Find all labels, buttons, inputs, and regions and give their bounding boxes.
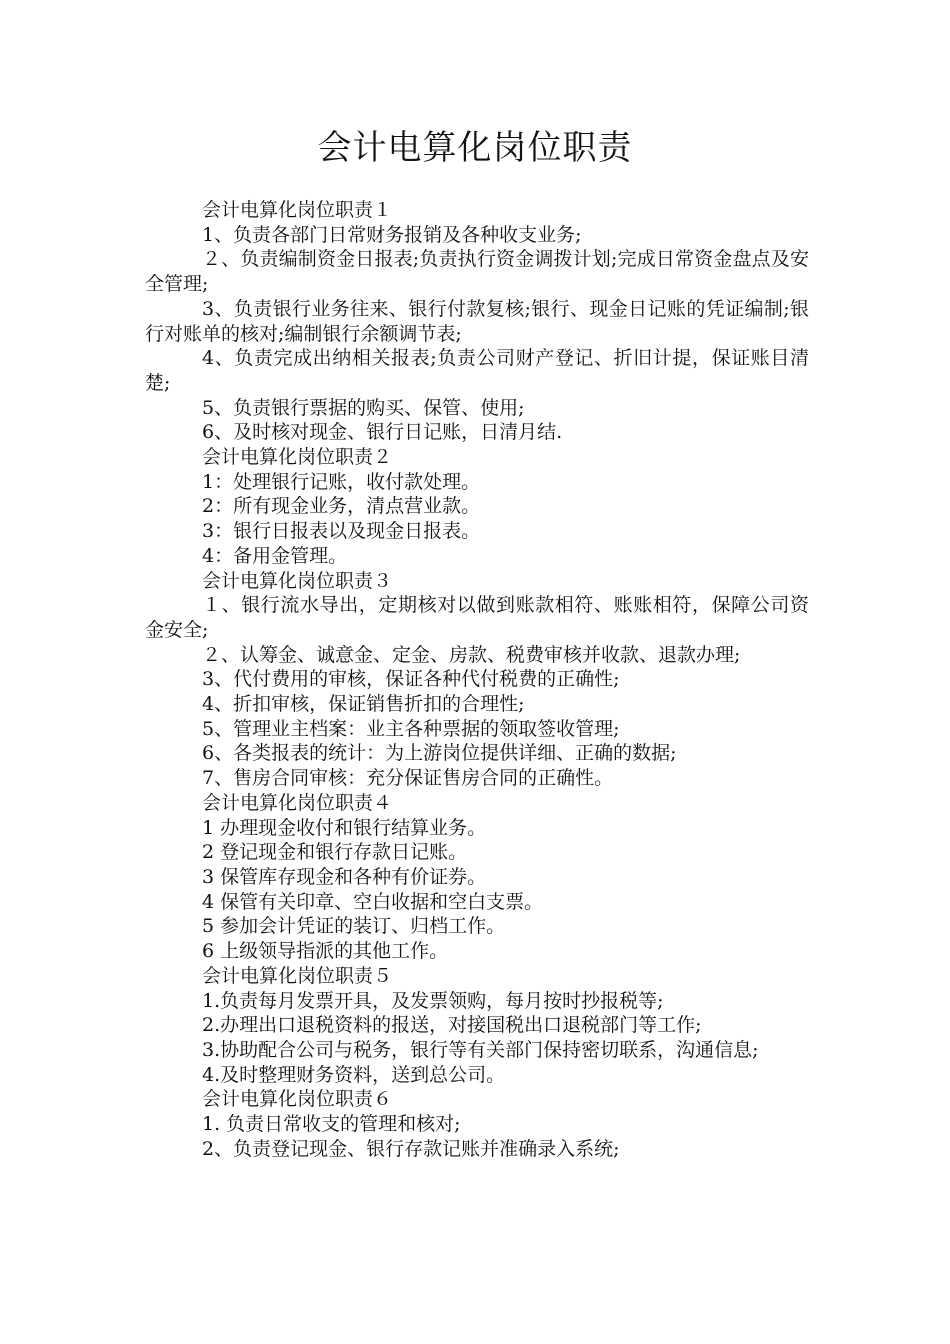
section-heading-3: 会计电算化岗位职责３ <box>202 569 393 592</box>
paragraph: 4：备用金管理。 <box>202 544 348 567</box>
paragraph: 3：银行日报表以及现金日报表。 <box>202 520 481 543</box>
paragraph: 1. 负责日常收支的管理和核对; <box>202 1113 461 1136</box>
paragraph: 1.负责每月发票开具，及发票领购，每月按时抄报税等; <box>202 989 664 1012</box>
paragraph: 3、负责银行业务往来、银行付款复核;银行、现金日记账的凭证编制;银行对账单的核对;编制银行余额调节表; <box>145 297 809 345</box>
section-heading-4: 会计电算化岗位职责４ <box>202 791 393 814</box>
paragraph: １、银行流水导出，定期核对以做到账款相符、账账相符，保障公司资金安全; <box>145 594 809 641</box>
paragraph: 1 办理现金收付和银行结算业务。 <box>202 816 487 839</box>
paragraph: 4 保管有关印章、空白收据和空白支票。 <box>202 890 544 913</box>
section-heading-5: 会计电算化岗位职责５ <box>202 964 393 987</box>
page-title: 会计电算化岗位职责 <box>317 128 633 168</box>
paragraph: 2：所有现金业务，清点营业款。 <box>202 495 481 518</box>
paragraph: 5、负责银行票据的购买、保管、使用; <box>202 396 525 419</box>
paragraph: 5、管理业主档案：业主各种票据的领取签收管理; <box>202 717 620 740</box>
document-body <box>145 198 809 1161</box>
paragraph: 3、代付费用的审核，保证各种代付税费的正确性; <box>202 668 620 691</box>
paragraph: 2、负责登记现金、银行存款记账并准确录入系统; <box>202 1137 620 1160</box>
paragraph: ２、负责编制资金日报表;负责执行资金调拨计划;完成日常资金盘点及安全管理; <box>145 248 809 296</box>
section-heading-1: 会计电算化岗位职责１ <box>202 199 393 221</box>
paragraph: 3 保管库存现金和各种有价证券。 <box>202 865 487 888</box>
paragraph: 4.及时整理财务资料，送到总公司。 <box>202 1063 506 1086</box>
paragraph: 6 上级领导指派的其他工作。 <box>202 940 449 963</box>
paragraph: 1、负责各部门日常财务报销及各种收支业务; <box>202 223 582 246</box>
paragraph: 3.协助配合公司与税务，银行等有关部门保持密切联系，沟通信息; <box>202 1038 759 1061</box>
paragraph: ２、认筹金、诚意金、定金、房款、税费审核并收款、退款办理; <box>202 643 741 666</box>
section-heading-6: 会计电算化岗位职责６ <box>202 1088 393 1111</box>
paragraph: 2 登记现金和银行存款日记账。 <box>202 841 468 864</box>
paragraph: 2.办理出口退税资料的报送，对接国税出口退税部门等工作; <box>202 1014 702 1037</box>
paragraph: 4、负责完成出纳相关报表;负责公司财产登记、折旧计提，保证账目清楚; <box>145 347 809 394</box>
paragraph: 1：处理银行记账，收付款处理。 <box>202 470 481 493</box>
paragraph: 4、折扣审核，保证销售折扣的合理性; <box>202 693 525 716</box>
paragraph: 6、各类报表的统计：为上游岗位提供详细、正确的数据; <box>202 742 677 765</box>
paragraph: 6、及时核对现金、银行日记账，日清月结. <box>202 421 563 444</box>
paragraph: 7、售房合同审核：充分保证售房合同的正确性。 <box>202 767 614 790</box>
paragraph: 5 参加会计凭证的装订、归档工作。 <box>202 915 506 938</box>
section-heading-2: 会计电算化岗位职责２ <box>202 446 393 469</box>
